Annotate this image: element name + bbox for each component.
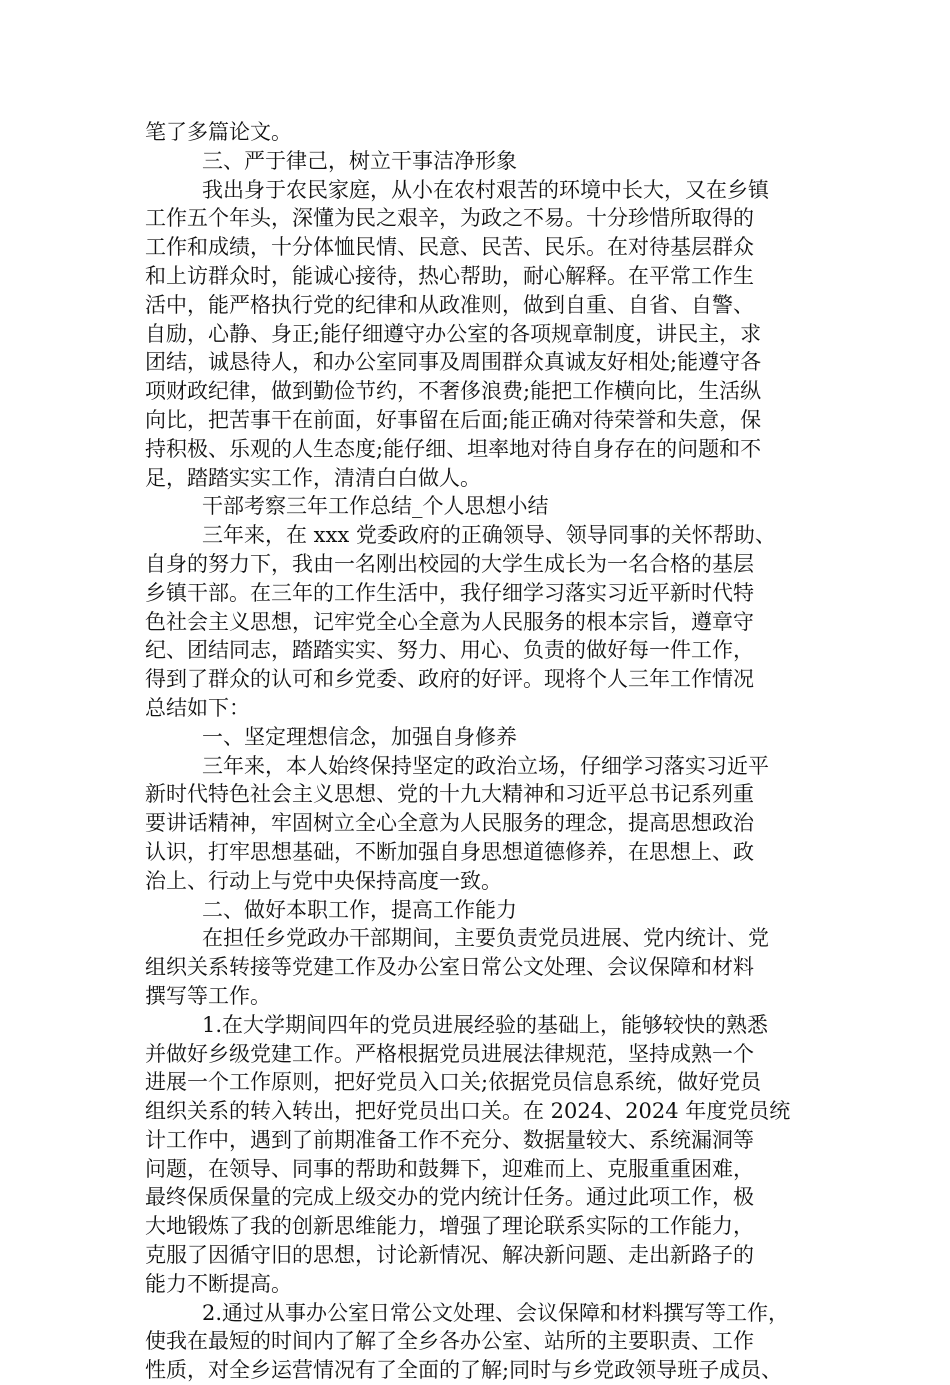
paragraph-start-line: 2.通过从事办公室日常公文处理、会议保障和材料撰写等工作，: [202, 1300, 790, 1325]
text-line: 和上访群众时，能诚心接待，热心帮助，耐心解释。在平常工作生: [145, 263, 754, 288]
text-line: 新时代特色社会主义思想、党的十九大精神和习近平总书记系列重: [145, 782, 754, 807]
text-line: 活中，能严格执行党的纪律和从政准则，做到自重、自省、自警、: [145, 292, 754, 317]
text-line: 向比，把苦事干在前面，好事留在后面;能正确对待荣誉和失意，保: [145, 407, 762, 432]
text-line: 最终保质保量的完成上级交办的党内统计任务。通过此项工作，极: [145, 1185, 754, 1210]
paragraph-start-line: 一、坚定理想信念，加强自身修养: [202, 724, 517, 749]
text-line: 工作五个年头，深懂为民之艰辛，为政之不易。十分珍惜所取得的: [145, 206, 754, 231]
text-line: 治上、行动上与党中央保持高度一致。: [145, 868, 502, 893]
paragraph-start-line: 在担任乡党政办干部期间，主要负责党员进展、党内统计、党: [202, 926, 769, 951]
text-line: 工作和成绩，十分体恤民情、民意、民苦、民乐。在对待基层群众: [145, 235, 754, 260]
text-line: 组织关系的转入转出，把好党员出口关。在 2024、2024 年度党员统: [145, 1099, 791, 1124]
text-line: 笔了多篇论文。: [145, 120, 292, 144]
text-line: 自身的努力下，我由一名刚出校园的大学生成长为一名合格的基层: [145, 551, 754, 576]
text-line: 自励，心静、身正;能仔细遵守办公室的各项规章制度，讲民主，求: [145, 321, 762, 346]
text-line: 进展一个工作原则，把好党员入口关;依据党员信息系统，做好党员: [145, 1070, 762, 1095]
paragraph-start-line: 1.在大学期间四年的党员进展经验的基础上，能够较快的熟悉: [202, 1012, 769, 1037]
text-line: 撰写等工作。: [145, 983, 271, 1008]
text-line: 克服了因循守旧的思想，讨论新情况、解决新问题、走出新路子的: [145, 1243, 754, 1268]
paragraph-start-line: 我出身于农民家庭，从小在农村艰苦的环境中长大，又在乡镇: [202, 177, 769, 202]
text-line: 纪、团结同志，踏踏实实、努力、用心、负责的做好每一件工作，: [145, 638, 754, 663]
text-line: 总结如下：: [145, 695, 250, 720]
paragraph-start-line: 三、严于律己，树立干事洁净形象: [202, 148, 517, 173]
text-line: 问题，在领导、同事的帮助和鼓舞下，迎难而上、克服重重困难，: [145, 1156, 754, 1181]
text-line: 并做好乡级党建工作。严格根据党员进展法律规范，坚持成熟一个: [145, 1041, 754, 1066]
text-line: 持积极、乐观的人生态度;能仔细、坦率地对待自身存在的问题和不: [145, 436, 762, 461]
text-line: 大地锻炼了我的创新思维能力，增强了理论联系实际的工作能力，: [145, 1214, 754, 1239]
document-page: [145, 118, 825, 1385]
text-line: 计工作中，遇到了前期准备工作不充分、数据量较大、系统漏洞等: [145, 1127, 754, 1152]
text-line: 项财政纪律，做到勤俭节约，不奢侈浪费;能把工作横向比，生活纵: [145, 379, 762, 404]
text-line: 认识，打牢思想基础，不断加强自身思想道德修养，在思想上、政: [145, 839, 754, 864]
paragraph-start-line: 三年来，在 xxx 党委政府的正确领导、领导同事的关怀帮助、: [202, 523, 776, 548]
text-line: 得到了群众的认可和乡党委、政府的好评。现将个人三年工作情况: [145, 667, 754, 692]
text-line: 乡镇干部。在三年的工作生活中，我仔细学习落实习近平新时代特: [145, 580, 754, 605]
text-line: 要讲话精神，牢固树立全心全意为人民服务的理念，提高思想政治: [145, 811, 754, 836]
paragraph-start-line: 三年来，本人始终保持坚定的政治立场，仔细学习落实习近平: [202, 753, 769, 778]
paragraph-start-line: 二、做好本职工作，提高工作能力: [202, 897, 517, 922]
text-line: 使我在最短的时间内了解了全乡各办公室、站所的主要职责、工作: [145, 1329, 754, 1354]
paragraph-start-line: 干部考察三年工作总结_个人思想小结: [202, 494, 549, 519]
text-line: 团结，诚恳待人，和办公室同事及周围群众真诚友好相处;能遵守各: [145, 350, 762, 375]
text-line: 色社会主义思想，记牢党全心全意为人民服务的根本宗旨，遵章守: [145, 609, 754, 634]
text-line: 组织关系转接等党建工作及办公室日常公文处理、会议保障和材料: [145, 955, 754, 980]
text-line: 能力不断提高。: [145, 1271, 292, 1296]
text-line: 性质，对全乡运营情况有了全面的了解;同时与乡党政领导班子成员、: [145, 1358, 783, 1383]
text-line: 足，踏踏实实工作，清清白白做人。: [145, 465, 481, 490]
